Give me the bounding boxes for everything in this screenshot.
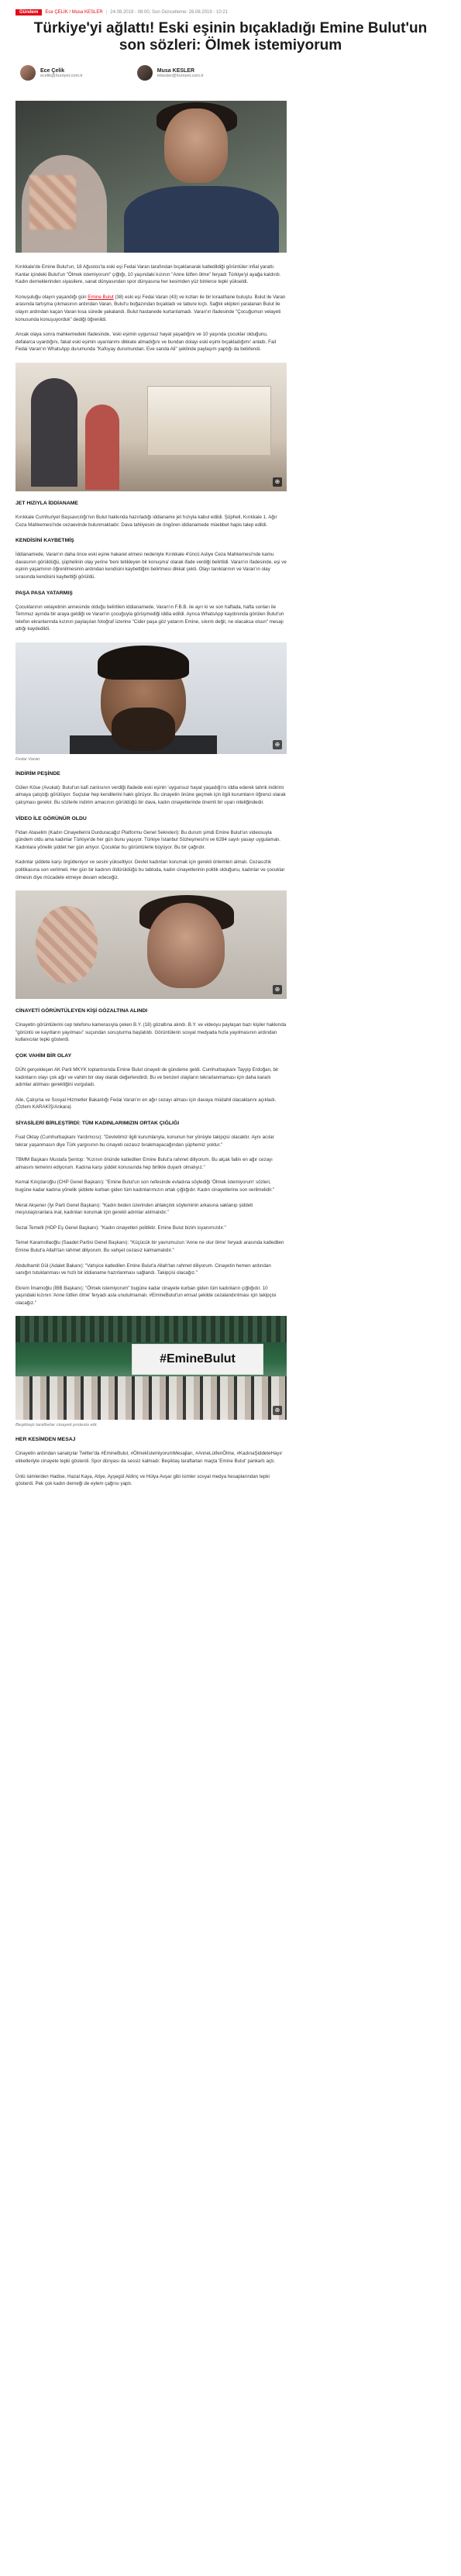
paragraph: Cinayetin görüntülerini cep telefonu kamerasıyla çeken B.Y. (18) gözaltına alındı. B.Y. ve videoyu paylaşan bazı kişiler hakkında "görüntü ve kayıtların yayılması" suçundan soruşturma başlatıldı. Görüntülerin sosyal medyada hızla yayılmasının ardından kullanıcılar tepki gösterdi. [15,1022,287,1043]
subheading: VİDEO İLE GÖRÜNÜR OLDU [15,815,87,821]
hair [98,646,189,680]
paragraph: Kadınlar şiddete karşı örgütleniyor ve sesini yükseltiyor. Devlet kadınları korumak için gerekli önlemleri almalı. Cezasızlık politikasına son verilmeli. Her gün bir kadının öldürüldüğü bu tabloda, kadın cinayetlerinin politik olduğunu, kadınlar ve çocuklar ölmesin diye mücadele etmeye devam edeceğiz. [15,859,285,880]
paragraph: Kırıkkale Cumhuriyet Başsavcılığı'nın Bulut hakkında hazırladığı iddianame jet hızıyla kabul edildi. Şüpheli, Kırıkkale 1. Ağır Ceza Mahkemesi'nde cezaevinde bulunmaktadır. Dava tahliyesini de öngören iddianamede müebbet hapis talep edildi. [15,514,277,528]
inline-link[interactable]: Emine Bulut [88,294,114,300]
author-list [15,65,446,81]
protest-banner: #EmineBulut [132,1344,263,1375]
paragraph-text: Konuşuluğu olayın yaşandığı gün [15,294,87,300]
zoom-icon[interactable]: ⊕ [273,1406,282,1415]
blurred-face [36,906,98,983]
paragraph: Fidan Ataselim (Kadın Cinayetlerini Durduracağız Platformu Genel Sekreteri): Bu durum şimdi Emine Bulut'un videosuyla gündem oldu ama kadınlar Türkiye'de her gün bunu yaşıyor. Türkiye İstanbul Sözleşmesi'ni ve 6284 sayılı yasayı uygulamalı. Kadınlara yönelik şiddet her gün artıyor. Çocuklar bu görüntülerle büyüyor. Bu bir çağrıdır. [15,829,280,850]
subheading: SİYASİLERİ BİRLEŞTİRDİ: TÜM KADINLARIMIZIN ORTAK ÇIĞLIĞI [15,1120,180,1126]
beard [112,708,175,751]
paragraph: İddianamede, Varan'ın daha önce eski eşine hakaret etmesi nedeniyle Kırıkkale 4'üncü Asliye Ceza Mahkemesi'nde kamu davasının görüldüğü, şüphelinin olay yerine 'beni tetikleyen bir konuşma' olarak ifade verdiği belirtildi. Varan'ın ifadesinde, eşi ve eşinin yaşamının öğrenilmesinin ardından kendisini kaybettiğini belirtmesi dikkat çekti. Olayı tanıklarının ve Varan'ın olay sırasında kendisini kaybettiği görüldü. [15,552,287,580]
article-image[interactable] [15,363,287,491]
subheading: HER KESİMDEN MESAJ [15,1437,76,1443]
paragraph: Ancak olaya sonra mahkemedeki ifadesinde, 'eski eşimin uygunsuz hayat yaşadığını ve 10 yaşında çocuklar olduğunu, defalarca uyardığını, fakat eski eşimin uyarılarımı dikkate almadığını ve bundan dolayı eski eşimi bıçakladığımı' anlattı. Fail Fedai Varan'ın WhatsApp durumunda "Kafoyay durumundan. Eve sanda Ali" şeklinde paylaşım yaptığı da belirlendi. [15,332,277,353]
subheading: İNDİRİM PEŞİNDE [15,770,60,777]
avatar [20,65,36,81]
authors-line[interactable]: Ece ÇELİK / Musa KESLER [45,10,103,15]
category-badge[interactable]: Gündem [15,9,42,15]
paragraph: Cinayetin ardından sanatçılar Twitter'da #EmineBulut, #ÖlmekİstemiyorumMesajları, #AnneLütfenÖlme, #KadınaŞiddeteHayır etiketleriyle cinayete tepki gösterdi. Spor dünyası da sessiz kalmadı: Beşiktaş taraftarları maçta 'Emine Bulut' pankartı açtı. [15,1451,283,1465]
author-card[interactable] [137,65,204,81]
paragraph: DÜN gerçekleşen AK Parti MKYK toplantısında Emine Bulut cinayeti de gündeme geldi. Cumhurbaşkanı Tayyip Erdoğan, bir kadınların olayı çok ağır ve vahim bir olay olarak değerlendirdi. Bu ve benzeri olayların tekrarlanmaması için daha kararlı adımlar atılması gerektiğini vurguladı. [15,1067,279,1088]
zoom-icon[interactable]: ⊕ [273,477,282,487]
paragraph: Kırıkkale'de Emine Bulut'un, 18 Ağustos'ta eski eşi Fedai Varan tarafından bıçaklanarak katledildiği görüntüler infial yarattı. Kanlar içindeki Bulut'un "Ölmek istemiyorum" çığlığı, 10 yaşındaki kızının "Anne lütfen ölme" feryadı Türkiye'yi ayağa kaldırdı. Kadın derneklerinden siyasilere, sanat dünyasından spor dünyasına her kesimden yüz binlerce tepki yükseldi. [15,264,281,285]
meta-separator: | [105,10,108,15]
zoom-icon[interactable]: ⊕ [273,985,282,994]
shelf [147,386,271,456]
paragraph: Meral Akşener (İyi Parti Genel Başkanı): "Kadın beden üzerinden ahlakçılık söyleminin arkasına saklanıp şiddeti meşrulaştıranlara inat, kadınları korumak için gerekli adımlar atılmalıdır." [15,1202,253,1216]
figure [31,378,77,487]
hero-image[interactable] [15,101,287,253]
article-title: Türkiye'yi ağlattı! Eski eşinin bıçakladığı Emine Bulut'un son sözleri: Ölmek istemiyorum [33,20,428,53]
author-name: Musa KESLER [157,67,195,74]
paragraph: Ünlü isimlerden Hadise, Hazal Kaya, Atiye, Ayşegül Aldinç ve Hülya Avşar gibi isimler sosyal medya hesaplarından tepki gösterdi. Pek çok kadın derneği de eylem çağrısı yaptı. [15,1473,270,1487]
author-card[interactable] [20,65,83,81]
subheading: PAŞA PASA YATARMIŞ [15,590,73,596]
crowd [15,1376,287,1420]
subheading: KENDİSİNİ KAYBETMİŞ [15,538,74,544]
article-image[interactable] [15,1316,287,1420]
subheading: CİNAYETİ GÖRÜNTÜLEYEN KİŞİ GÖZALTINA ALINDI [15,1008,148,1014]
face [147,903,225,988]
paragraph: TBMM Başkanı Mustafa Şentop: "Kızının önünde katledilen Emine Bulut'a rahmet diliyorum. Bu alçak failin en ağır cezayı almasını temenni ediyorum. Kadına karşı şiddet konusunda hep birlikte duyarlı olmalıyız." [15,1157,273,1170]
figure [85,405,119,490]
paragraph [15,294,287,323]
author-email[interactable]: mkesler@hurriyet.com.tr [157,73,204,78]
author-name: Ece Çelik [40,67,65,74]
paragraph: Abdulhamit Gül (Adalet Bakanı): "Vahşice katledilen Emine Bulut'a Allah'tan rahmet diliyorum. Cinayetin hemen ardından sanığın tutuklanması ve hızlı bir iddianame hazırlanması sağlandı. Takipçisi olacağız." [15,1262,271,1276]
subheading: ÇOK VAHİM BİR OLAY [15,1053,72,1059]
article-image[interactable] [15,890,287,999]
face [164,108,228,183]
image-caption: Fedai Varan [15,756,40,762]
paragraph: Temel Karamollaoğlu (Saadet Partisi Genel Başkanı): "Küçücük bir yavrumuzun 'Anne ne olur ölme' feryadı arasında katledilen Emine Bulut'a Allah'tan rahmet diliyorum. Bu vahşet cezasız kalmamalıdır." [15,1240,284,1253]
subheading: JET HIZIYLA İDDİANAME [15,500,78,506]
article-dates: 24.08.2019 - 08:00, Son Güncelleme: 26.08.2019 - 10:21 [110,10,229,15]
shirt [124,186,279,253]
paragraph: Ekrem İmamoğlu (İBB Başkanı): "Ölmek istemiyorum" bugüne kadar cinayete kurban giden tüm kadınların çığlığıdır. 10 yaşındaki kızının 'Anne lütfen ölme' feryadı asla unutulmamalı. #EmineBulut'un emsal şekilde cezalandırılması için takipçisi olacağız." [15,1285,277,1306]
paragraph: Aile, Çalışma ve Sosyal Hizmetler Bakanlığı Fedai Varan'ın en ağır cezayı alması için davaya müdahil olacaklarını açıkladı. (Özlem KARAKİŞ/Ankara) [15,1097,277,1111]
paragraph-text: (38) eski eşi Fedai Varan (43) ve kızları ile bir kıraathane buluştu. Bulut ile Varan arasında tartışma çıkmasının ardından Varan, Bulut'u boğazından bıçakladı ve tabure kıçtı. Sağlık ekipleri yaralanan Bulut ile olayın ardından kaçan Varan kısa sürede yakalandı. Bulut hastanede kurtarılamadı. Varan'ın ifadesinde "Çocuğumun velayeti konusunda konuşuyorduk" dediği öğrenildi. [15,294,286,322]
paragraph: Sezai Temelli (HDP Eş Genel Başkanı): "Kadın cinayetleri politiktir. Emine Bulut bizim isyanımızdır." [15,1224,226,1231]
article-meta [15,0,446,15]
article-image[interactable] [15,642,287,754]
paragraph: Gülen Köse (Avukat): Bulut'un kafi zanlısının verdiği ifadede eski eşinin 'uygunsuz hayat yaşadığı'nı iddia ederek tahrik indirimi almaya çalıştığı görülüyor. Suçlular hep kendilerini haklı görüyor. Bu cinayetin önüne geçmek için ilgili kurumların öğrenci olarak çalışması gerekir. Bu sözlerle indirim amacının görüldüğü bir dava, kadın cinayetlerinde önemli bir uyarı niteliğindedir. [15,784,286,806]
paragraph: Çocuklarının velayetinin annesinde olduğu belirtilen iddianamede, Varan'ın F.B.B. ile ayrı ki ve son haftada, hafta sonları ile Temmuz ayında bir araya geldiği ve Varan'ın çocuğuyla görüşmediği iddia edildi. Ayrıca WhatsApp kaydınında görülen Bulut'un telefon ekranlarında kızının paylaşılan fotoğraf üzerine "Cider paşa göz yatarım Emine, sıkıntı değil, ne olacaksa olsun" mesajı attığı kaydedildi. [15,604,284,632]
author-email[interactable]: ecelik@hurriyet.com.tr [40,73,83,78]
paragraph: Kemal Kılıçdaroğlu (CHP Genel Başkanı): "Emine Bulut'un son nefesinde evladına söylediği 'Ölmek istemiyorum' sözleri, bugüne kadar kadına yönelik şiddete kurban giden tüm kadınlarımızın ortak çığlığıdır. Kadın cinayetlerine son verilmelidir." [15,1180,275,1193]
crowd [15,1316,287,1342]
paragraph: Fuat Oktay (Cumhurbaşkanı Yardımcısı): "Devletimiz ilgili kurumlarıyla, konunun her yönüyle takipçisi olacaktır. Aynı acılar tekrar yaşanmasın diye Türk yargısının bu cinayeti cezasız bırakmayacağından şüphemiz yoktur." [15,1134,274,1148]
avatar [137,65,153,81]
zoom-icon[interactable]: ⊕ [273,740,282,749]
blurred-face [29,175,76,229]
image-caption: Beşiktaşlı taraftarlar cinayeti protesto etti. [15,1423,98,1428]
